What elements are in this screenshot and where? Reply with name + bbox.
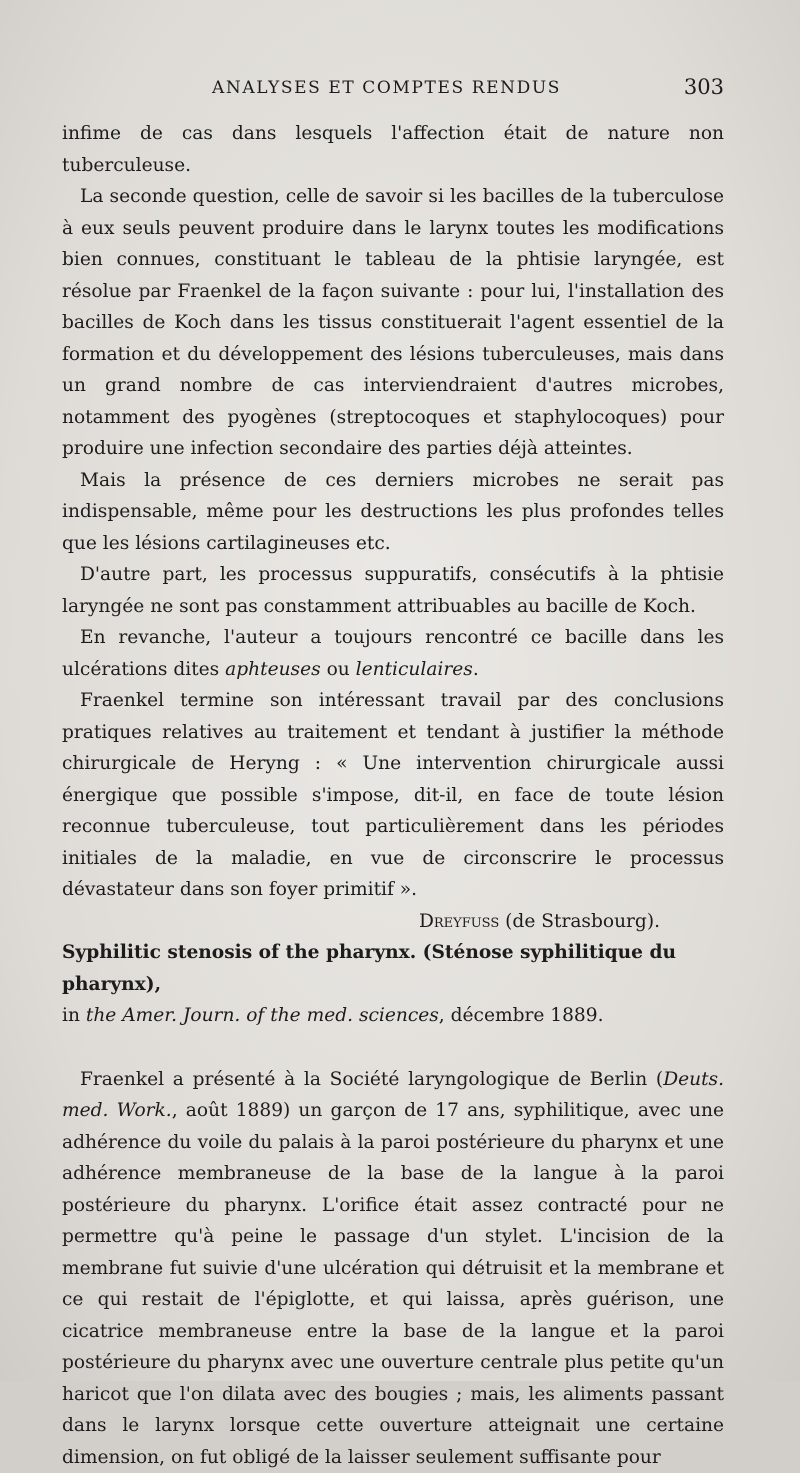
running-head: ANALYSES ET COMPTES RENDUS [212, 78, 561, 98]
paragraph-text: Fraenkel a présenté à la Société laryngologique de Berlin ( [80, 1069, 663, 1090]
paragraph-text: , août 1889) un garçon de 17 ans, syphilitique, avec une adhérence du voile du palais à la paroi postérieure du pharynx et une adhérence membraneuse de la base de la langue à la paroi postérieure du pharynx. L'orifice était assez contracté pour ne permettre qu'à peine le passage d'un stylet. L'incision de la membrane fut suivie d'une ulcération qui détruisit et la membrane et ce qui restait de l'épiglotte, et qui laissa, après guérison, une cicatrice membraneuse entre la base de la langue et la paroi postérieure du pharynx avec une ouverture centrale plus petite qu'un haricot que l'on dilata avec des bougies ; mais, les aliments passant dans le larynx lorsque cette ouverture atteignait une certaine dimension, on fut obligé de la laisser seulement suffisante pour [62, 1100, 724, 1468]
paragraph [62, 1064, 724, 1473]
paragraph: D'autre part, les processus suppuratifs, consécutifs à la phtisie laryngée ne sont pas constamment attribuables au bacille de Koch. [62, 559, 724, 622]
emphasis: aphteuses [225, 659, 321, 680]
page-header [62, 78, 724, 108]
spacer [62, 1032, 724, 1064]
signature [62, 906, 724, 938]
page-number: 303 [684, 75, 724, 99]
paragraph-text: ou [321, 659, 356, 680]
article-title: Syphilitic stenosis of the pharynx. (Sténose syphilitique du pharynx), [62, 937, 724, 1000]
signature-place: (de Strasbourg). [499, 911, 660, 932]
paragraph: La seconde question, celle de savoir si les bacilles de la tuberculose à eux seuls peuvent produire dans le larynx toutes les modifications bien connues, constituant le tableau de la phtisie laryngée, est résolue par Fraenkel de la façon suivante : pour lui, l'installation des bacilles de Koch dans les tissus constituerait l'agent essentiel de la formation et du développement des lésions tuberculeuses, mais dans un grand nombre de cas interviendraient d'autres microbes, notamment des pyogènes (streptocoques et staphylocoques) pour produire une infection secondaire des parties déjà atteintes. [62, 181, 724, 465]
emphasis: Deuts. med. Work. [62, 1069, 724, 1122]
source-text: in [62, 1005, 86, 1026]
paragraph: Fraenkel termine son intéressant travail par des conclusions pratiques relatives au traitement et tendant à justifier la méthode chirurgicale de Heryng : « Une intervention chirurgicale aussi énergique que possible s'impose, dit-il, en face de toute lésion reconnue tuberculeuse, tout particulièrement dans les périodes initiales de la maladie, en vue de circonscrire le processus dévastateur dans son foyer primitif ». [62, 685, 724, 906]
page-body [62, 118, 724, 1473]
paragraph: infime de cas dans lesquels l'affection était de nature non tuberculeuse. [62, 118, 724, 181]
emphasis: lenticulaires [356, 659, 473, 680]
paragraph-text: . [473, 659, 479, 680]
paragraph-text: En revanche, l'auteur a toujours rencontré ce bacille dans les ulcérations dites [62, 627, 724, 680]
source-text: , décembre 1889. [439, 1005, 604, 1026]
signature-name: Dreyfuss [419, 911, 499, 932]
paragraph [62, 622, 724, 685]
journal-name: the Amer. Journ. of the med. sciences [86, 1005, 439, 1026]
paragraph: Mais la présence de ces derniers microbes ne serait pas indispensable, même pour les destructions les plus profondes telles que les lésions cartilagineuses etc. [62, 465, 724, 560]
article-source [62, 1000, 724, 1032]
